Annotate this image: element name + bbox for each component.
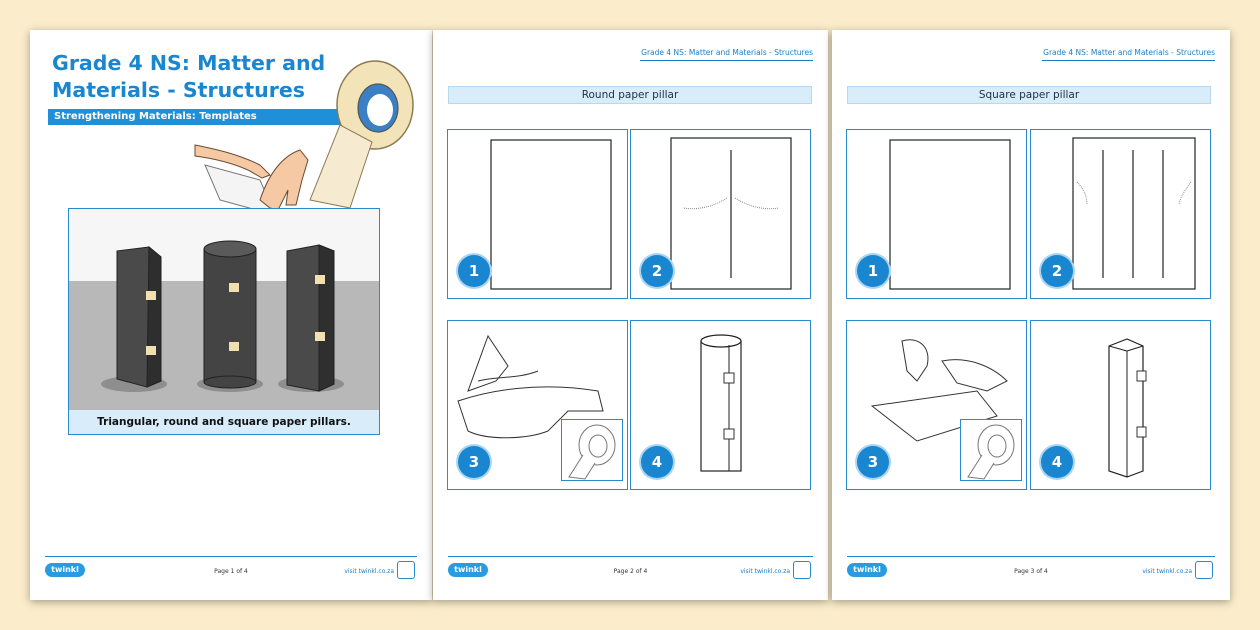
page-header: Grade 4 NS: Matter and Materials - Structures: [640, 48, 813, 61]
step-panel-4: [630, 320, 811, 490]
cover-title: Grade 4 NS: Matter and Materials - Structures: [52, 51, 326, 102]
twinkl-logo: twinkl: [847, 563, 887, 577]
section-title: Round paper pillar: [448, 86, 812, 104]
step-number: 3: [857, 446, 889, 478]
step-number: 2: [1041, 255, 1073, 287]
page-header: Grade 4 NS: Matter and Materials - Structures: [1042, 48, 1215, 61]
step-number: 4: [1041, 446, 1073, 478]
step-number: 1: [857, 255, 889, 287]
section-title: Square paper pillar: [847, 86, 1211, 104]
twinkl-logo: twinkl: [448, 563, 488, 577]
visit-link[interactable]: visit twinkl.co.za: [740, 568, 790, 575]
step-panel-2: [630, 129, 811, 299]
round-pillar-page: [433, 30, 828, 600]
quality-badge-icon: [1195, 561, 1213, 579]
step-panel-1: [447, 129, 628, 299]
tape-thumbnail-icon: [561, 419, 623, 481]
footer-rule: [45, 556, 417, 557]
quality-badge-icon: [793, 561, 811, 579]
step-number: 2: [641, 255, 673, 287]
step-panel-3: [846, 320, 1027, 490]
paper-pillars-illustration: [69, 209, 380, 412]
step-panel-3: [447, 320, 628, 490]
visit-link[interactable]: visit twinkl.co.za: [1142, 568, 1192, 575]
page-number: Page 3 of 4: [1014, 568, 1048, 575]
tape-thumbnail-icon: [960, 419, 1022, 481]
tape-hands-illustration: [190, 50, 420, 220]
step-panel-1: [846, 129, 1027, 299]
cover-subtitle-bar: Strengthening Materials: Templates: [48, 109, 344, 125]
step-number: 4: [641, 446, 673, 478]
footer-rule: [448, 556, 813, 557]
step-panel-4: [1030, 320, 1211, 490]
page-number: Page 2 of 4: [613, 568, 648, 575]
pillars-caption: Triangular, round and square paper pillars.: [69, 410, 379, 434]
page-number: Page 1 of 4: [214, 568, 248, 575]
visit-link[interactable]: visit twinkl.co.za: [344, 568, 394, 575]
step-panel-2: [1030, 129, 1211, 299]
cover-page: [30, 30, 432, 600]
twinkl-logo: twinkl: [45, 563, 85, 577]
step-number: 3: [458, 446, 490, 478]
step-number: 1: [458, 255, 490, 287]
quality-badge-icon: [397, 561, 415, 579]
footer-rule: [847, 556, 1215, 557]
square-pillar-page: [832, 30, 1230, 600]
pillars-illustration-box: [68, 208, 380, 435]
